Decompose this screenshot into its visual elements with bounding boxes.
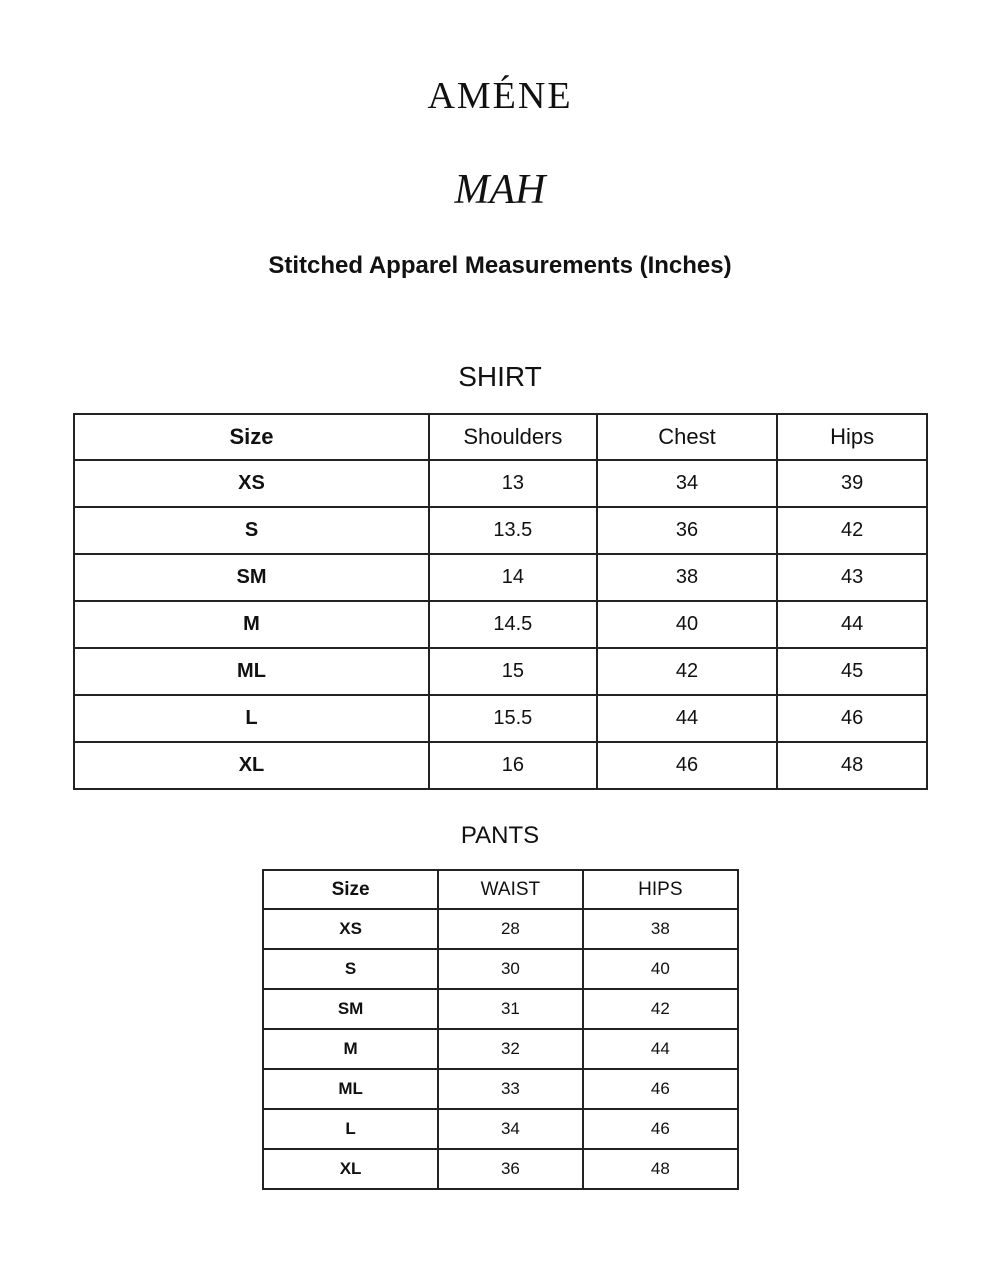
table-header-row bbox=[263, 870, 738, 909]
size-cell: XS bbox=[74, 460, 429, 507]
table-row bbox=[263, 989, 738, 1029]
waist-cell: 31 bbox=[438, 989, 582, 1029]
pants-size-table bbox=[262, 869, 739, 1190]
shoulders-cell: 14.5 bbox=[429, 601, 597, 648]
chest-cell: 36 bbox=[597, 507, 778, 554]
table-row bbox=[74, 742, 927, 789]
size-cell: S bbox=[74, 507, 429, 554]
size-cell: ML bbox=[263, 1069, 438, 1109]
table-row bbox=[74, 695, 927, 742]
waist-cell: 30 bbox=[438, 949, 582, 989]
chest-cell: 44 bbox=[597, 695, 778, 742]
pants-section-title: PANTS bbox=[460, 822, 540, 849]
size-cell: L bbox=[263, 1109, 438, 1149]
size-cell: SM bbox=[263, 989, 438, 1029]
hips-cell: 38 bbox=[583, 909, 738, 949]
page-subtitle: Stitched Apparel Measurements (Inches) bbox=[268, 252, 732, 279]
shoulders-cell: 13 bbox=[429, 460, 597, 507]
shirt-size-table bbox=[73, 413, 928, 790]
collection-title: MAH bbox=[454, 167, 546, 213]
header-shoulders: Shoulders bbox=[429, 414, 597, 460]
shoulders-cell: 16 bbox=[429, 742, 597, 789]
hips-cell: 46 bbox=[583, 1109, 738, 1149]
header-size: Size bbox=[263, 870, 438, 909]
table-row bbox=[263, 1149, 738, 1189]
shoulders-cell: 15 bbox=[429, 648, 597, 695]
waist-cell: 34 bbox=[438, 1109, 582, 1149]
table-row bbox=[74, 601, 927, 648]
shoulders-cell: 13.5 bbox=[429, 507, 597, 554]
size-cell: ML bbox=[74, 648, 429, 695]
size-cell: XL bbox=[263, 1149, 438, 1189]
hips-cell: 48 bbox=[777, 742, 927, 789]
hips-cell: 44 bbox=[777, 601, 927, 648]
shoulders-cell: 14 bbox=[429, 554, 597, 601]
chest-cell: 34 bbox=[597, 460, 778, 507]
hips-cell: 40 bbox=[583, 949, 738, 989]
waist-cell: 33 bbox=[438, 1069, 582, 1109]
header-size: Size bbox=[74, 414, 429, 460]
hips-cell: 44 bbox=[583, 1029, 738, 1069]
size-cell: SM bbox=[74, 554, 429, 601]
chest-cell: 46 bbox=[597, 742, 778, 789]
brand-logo: AMÉNE bbox=[427, 75, 573, 117]
hips-cell: 42 bbox=[777, 507, 927, 554]
table-row bbox=[74, 648, 927, 695]
header-hips: Hips bbox=[777, 414, 927, 460]
size-cell: M bbox=[263, 1029, 438, 1069]
table-row bbox=[74, 554, 927, 601]
header-hips: HIPS bbox=[583, 870, 738, 909]
table-row bbox=[74, 507, 927, 554]
hips-cell: 46 bbox=[777, 695, 927, 742]
shirt-section-title: SHIRT bbox=[458, 361, 542, 392]
waist-cell: 28 bbox=[438, 909, 582, 949]
table-row bbox=[74, 460, 927, 507]
table-row bbox=[263, 949, 738, 989]
header-waist: WAIST bbox=[438, 870, 582, 909]
hips-cell: 43 bbox=[777, 554, 927, 601]
header-chest: Chest bbox=[597, 414, 778, 460]
size-cell: XL bbox=[74, 742, 429, 789]
chest-cell: 40 bbox=[597, 601, 778, 648]
shoulders-cell: 15.5 bbox=[429, 695, 597, 742]
hips-cell: 45 bbox=[777, 648, 927, 695]
waist-cell: 36 bbox=[438, 1149, 582, 1189]
table-row bbox=[263, 1109, 738, 1149]
table-row bbox=[263, 1069, 738, 1109]
chest-cell: 38 bbox=[597, 554, 778, 601]
table-row bbox=[263, 1029, 738, 1069]
hips-cell: 46 bbox=[583, 1069, 738, 1109]
size-cell: L bbox=[74, 695, 429, 742]
hips-cell: 48 bbox=[583, 1149, 738, 1189]
size-cell: M bbox=[74, 601, 429, 648]
table-header-row bbox=[74, 414, 927, 460]
hips-cell: 39 bbox=[777, 460, 927, 507]
hips-cell: 42 bbox=[583, 989, 738, 1029]
size-cell: XS bbox=[263, 909, 438, 949]
size-cell: S bbox=[263, 949, 438, 989]
table-row bbox=[263, 909, 738, 949]
chest-cell: 42 bbox=[597, 648, 778, 695]
waist-cell: 32 bbox=[438, 1029, 582, 1069]
